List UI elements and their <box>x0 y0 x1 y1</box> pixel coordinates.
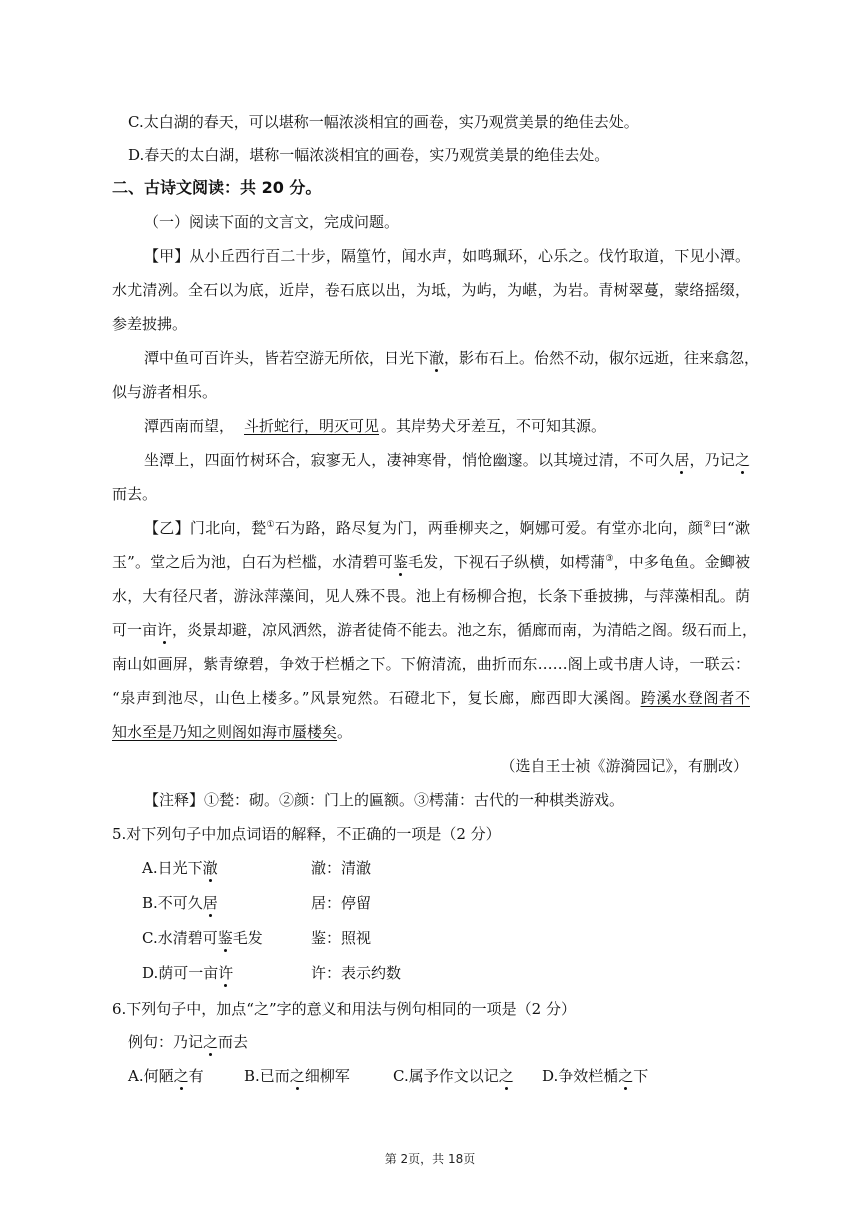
dotted-word: 之 <box>498 1067 514 1085</box>
passage-b-line <box>112 552 750 572</box>
text-run: ，炎景却避，凉风洒然，游者徒倚不能去。池之东，循廊而南，为清皓之阁。级石而上， <box>172 621 758 639</box>
passage-b-line <box>144 518 750 538</box>
section-heading: 二、古诗文阅读：共 20 分。 <box>112 178 322 197</box>
footnote-mark: ② <box>703 520 712 530</box>
q6-example <box>128 1032 248 1052</box>
dotted-word: 鉴 <box>217 929 233 947</box>
underlined-sentence: 知水至是乃知之则阁如海市蜃楼矣 <box>112 723 338 741</box>
q6-option-d <box>542 1066 648 1086</box>
page-footer: 第 2页，共 18页 <box>384 1152 476 1166</box>
q6-option-a <box>128 1066 204 1086</box>
text-run: 坐潭上，四面竹树环合，寂寥无人，凄神寒骨，悄怆幽邃。以其境过清，不可久 <box>144 451 675 469</box>
underlined-sentence: 跨溪水登阁者不 <box>640 689 750 707</box>
option-text: 细柳军 <box>304 1067 350 1085</box>
passage-b-line <box>112 620 758 640</box>
dotted-word: 之 <box>173 1067 189 1085</box>
footnote-mark: ① <box>266 520 275 530</box>
text-run: 例句：乃记 <box>128 1033 204 1051</box>
text-run: 而去 <box>218 1033 249 1051</box>
dotted-word: 澈 <box>429 349 445 367</box>
passage-b-line: 水，大有径尺者，游泳萍藻间，见人殊不畏。池上有杨柳合抱，长条下垂披拂，与萍藻相乱。荫 <box>112 587 750 605</box>
q5-option-d-explanation: 许：表示约数 <box>311 964 402 982</box>
source-citation: （选自王士祯《游漪园记》，有删改） <box>500 757 748 775</box>
passage-a-line <box>144 348 760 368</box>
text-run: 潭中鱼可百许头，皆若空游无所依，日光下 <box>144 349 430 367</box>
option-text: D.荫可一亩 <box>142 964 219 982</box>
option-text: 有 <box>188 1067 204 1085</box>
text-run: ，中多龟鱼。金鲫被 <box>613 553 750 571</box>
passage-a-line: 似与游者相乐。 <box>112 383 218 401</box>
text-run: 石为路，路尽复为门，两垂柳夹之，婀娜可爱。有堂亦北向，颜 <box>274 519 704 537</box>
option-text: A.何陋 <box>128 1067 174 1085</box>
passage-a-line: 而去。 <box>112 485 158 503</box>
dotted-word: 居 <box>202 894 218 912</box>
passage-a-line: 【甲】从小丘西行百二十步，隔篁竹，闻水声，如鸣珮环，心乐之。伐竹取道，下见小潭。 <box>144 247 750 265</box>
option-text: B.已而 <box>244 1067 290 1085</box>
passage-a-line <box>144 450 750 470</box>
q5-option-b-explanation: 居：停留 <box>311 894 372 912</box>
option-d-prev: D.春天的太白湖，堪称一幅浓淡相宜的画卷，实乃观赏美景的绝佳去处。 <box>128 146 610 164</box>
text-run: 。其岸势犬牙差互，不可知其源。 <box>381 417 607 435</box>
underlined-sentence: 斗折蛇行，明灭可见 <box>244 417 380 435</box>
question-6-stem: 6.下列句子中，加点“之”字的意义和用法与例句相同的一项是（2 分） <box>112 1000 576 1018</box>
q5-option-a-explanation: 澈：清澈 <box>311 859 372 877</box>
passage-b-line <box>112 722 752 742</box>
text-run: ，影布石上。佁然不动，俶尔远逝，往来翕忽， <box>444 349 760 367</box>
text-run: 。 <box>337 723 353 741</box>
text-run: 玉”。堂之后为池，白石为栏槛，水清碧可 <box>112 553 393 571</box>
text-run: 曰“漱 <box>711 519 750 537</box>
option-text: 下 <box>633 1067 649 1085</box>
annotation-note: 【注释】①甃：砌。②颜：门上的匾额。③樗蒲：古代的一种棋类游戏。 <box>144 791 625 809</box>
passage-b-line: 南山如画屏，紫青缭碧，争效于栏楯之下。下俯清流，曲折而东……阁上或书唐人诗，一联云： <box>112 655 750 673</box>
passage-a-line: 水尤清冽。全石以为底，近岸，卷石底以出，为坻，为屿，为嵁，为岩。青树翠蔓，蒙络摇缀， <box>112 281 750 299</box>
dotted-word: 之 <box>289 1067 305 1085</box>
option-text: 毛发 <box>232 929 263 947</box>
option-text: C.属予作文以记 <box>393 1067 499 1085</box>
text-run: 【乙】门北向，甃 <box>144 519 267 537</box>
q5-option-c-explanation: 鉴：照视 <box>311 929 372 947</box>
text-run: “泉声到池尽，山色上楼多。”风景宛然。石磴北下，复长廊，廊西即大溪阁。 <box>112 689 641 707</box>
option-text: A.日光下 <box>142 859 203 877</box>
dotted-word: 之 <box>203 1033 219 1051</box>
dotted-word: 许 <box>218 964 234 982</box>
dotted-word: 鉴 <box>392 553 409 571</box>
passage-a-line <box>144 416 784 436</box>
text-run: 潭西南而望， <box>144 417 235 435</box>
q6-option-c <box>393 1066 514 1086</box>
q6-option-b <box>244 1066 350 1086</box>
text-run: ，乃记 <box>689 451 735 469</box>
dotted-word: 许 <box>157 621 173 639</box>
q5-option-a <box>142 858 218 878</box>
passage-b-line <box>112 688 750 708</box>
dotted-word: 居 <box>674 451 690 469</box>
dotted-word: 之 <box>618 1067 634 1085</box>
q5-option-c <box>142 928 263 948</box>
passage-a-line: 参差披拂。 <box>112 315 188 333</box>
question-5-stem: 5.对下列句子中加点词语的解释，不正确的一项是（2 分） <box>112 825 501 843</box>
footnote-mark: ③ <box>605 554 614 564</box>
option-text: C.水清碧可 <box>142 929 218 947</box>
option-text: D.争效栏楯 <box>542 1067 619 1085</box>
dotted-word: 澈 <box>202 859 218 877</box>
option-text: B.不可久 <box>142 894 203 912</box>
text-run: 毛发，下视石子纵横，如樗蒲 <box>408 553 606 571</box>
dotted-word: 之 <box>734 451 750 469</box>
q5-option-b <box>142 893 218 913</box>
option-c-prev: C.太白湖的春天，可以堪称一幅浓淡相宜的画卷，实乃观赏美景的绝佳去处。 <box>128 113 639 131</box>
q5-option-d <box>142 963 233 983</box>
text-run: 可一亩 <box>112 621 158 639</box>
subsection-heading: （一）阅读下面的文言文，完成问题。 <box>144 213 400 231</box>
